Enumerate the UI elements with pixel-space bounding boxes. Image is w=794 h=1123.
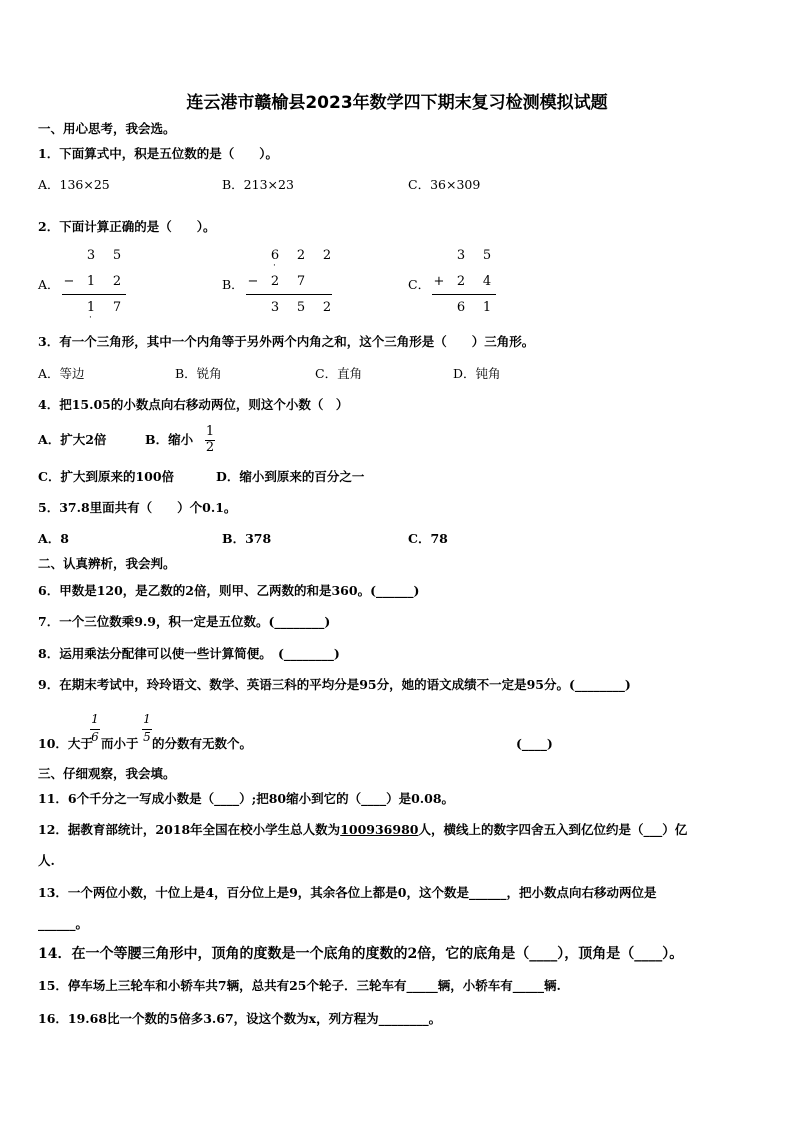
- q1-option-c: C．36×309: [408, 177, 481, 192]
- question-6: 6．甲数是120，是乙数的2倍，则甲、乙两数的和是360。(______): [38, 583, 420, 598]
- underlined-number: 100936980: [340, 822, 419, 837]
- question-14: 14．在一个等腰三角形中，顶角的度数是一个底角的度数的2倍，它的底角是（____），顶角是（____）。: [38, 946, 684, 962]
- digit: 5: [296, 300, 306, 315]
- q2-option-c-label: C．: [408, 277, 431, 292]
- digit: 3: [86, 248, 96, 263]
- question-13-line-1: 13．一个两位小数，十位上是4，百分位上是9，其余各位上都是0，这个数是______，把小数点向右移动两位是: [38, 885, 657, 900]
- q3-option-c: C．直角: [315, 366, 363, 381]
- fraction-one-half: [205, 424, 215, 456]
- q5-option-a: A．8: [38, 531, 69, 546]
- q3-option-b: B．锐角: [175, 366, 222, 381]
- q1-option-b: B．213×23: [222, 177, 294, 192]
- borrow-dot: ·: [273, 261, 276, 271]
- digit: 6: [270, 248, 280, 263]
- digit: 2: [270, 274, 280, 289]
- fraction-denominator: 6: [91, 730, 99, 744]
- q5-option-c: C．78: [408, 531, 448, 546]
- digit: 1: [482, 300, 492, 315]
- question-8: 8．运用乘法分配律可以使一些计算简便。 (________): [38, 646, 340, 661]
- digit: 2: [296, 248, 306, 263]
- fraction-numerator: 1: [91, 712, 99, 726]
- fraction-numerator: 1: [143, 712, 151, 726]
- operator: −: [63, 274, 75, 289]
- question-12: [38, 822, 687, 838]
- digit: 7: [112, 300, 122, 315]
- borrow-dot: ·: [89, 313, 92, 323]
- question-13-line-2: ______。: [38, 916, 89, 931]
- question-9: 9．在期末考试中，玲玲语文、数学、英语三科的平均分是95分，她的语文成绩不一定是95分。(________): [38, 677, 631, 692]
- digit: 1: [86, 300, 96, 315]
- q3-option-a: A．等边: [38, 366, 85, 381]
- fraction-denominator: 5: [143, 730, 151, 744]
- section-heading: 二、认真辨析，我会判。: [38, 556, 176, 571]
- question-16: 16．19.68比一个数的5倍多3.67，设这个数为x，列方程为________。: [38, 1011, 442, 1026]
- digit: 3: [270, 300, 280, 315]
- page-title: 连云港市赣榆县2023年数学四下期末复习检测模拟试题: [186, 93, 608, 113]
- fraction-denominator: 2: [205, 440, 215, 455]
- digit: 1: [86, 274, 96, 289]
- answer-blank[interactable]: (____): [516, 736, 553, 751]
- question-7: 7．一个三位数乘9.9，积一定是五位数。(________): [38, 614, 331, 629]
- q1-option-a: A．136×25: [38, 177, 110, 192]
- question-2-stem: 2．下面计算正确的是（ ）。: [38, 219, 216, 234]
- digit: 7: [296, 274, 306, 289]
- digit: 2: [112, 274, 122, 289]
- q5-option-b: B．378: [222, 531, 272, 546]
- digit: 6: [456, 300, 466, 315]
- question-3-stem: 3．有一个三角形，其中一个内角等于另外两个内角之和，这个三角形是（ ）三角形。: [38, 334, 535, 349]
- question-1-stem: 1．下面算式中，积是五位数的是（ ）。: [38, 146, 278, 161]
- q12-suffix: 人，横线上的数字四舍五入到亿位约是（___）亿: [418, 822, 688, 837]
- digit: 4: [482, 274, 492, 289]
- operator: −: [247, 274, 259, 289]
- question-11: 11．6个千分之一写成小数是（____）;把80缩小到它的（____）是0.08。: [38, 791, 455, 806]
- fraction-one-fifth: [142, 712, 152, 744]
- q12-prefix: 12．据教育部统计，2018年全国在校小学生总人数为: [38, 822, 341, 837]
- operator: +: [433, 274, 445, 289]
- q2-option-b-label: B．: [222, 277, 244, 292]
- q4-option-d: D．缩小到原来的百分之一: [216, 469, 365, 484]
- question-12-continued: 人.: [38, 853, 55, 868]
- result-line: [246, 294, 332, 295]
- result-line: [432, 294, 496, 295]
- q3-option-d: D．钝角: [453, 366, 501, 381]
- result-line: [62, 294, 126, 295]
- q2-vertical-calc-c: [430, 248, 500, 320]
- digit: 3: [456, 248, 466, 263]
- fraction-numerator: 1: [205, 424, 215, 439]
- q4-option-a: A．扩大2倍: [38, 432, 107, 447]
- q2-vertical-calc-a: [60, 248, 130, 323]
- q4-option-b: B．缩小: [145, 432, 194, 447]
- question-10-prefix: 10．大于: [38, 736, 93, 751]
- question-5-stem: 5．37.8里面共有（ ）个0.1。: [38, 500, 237, 515]
- q2-vertical-calc-b: [244, 248, 344, 320]
- digit: 2: [456, 274, 466, 289]
- fraction-one-sixth: [90, 712, 100, 744]
- section-heading: 三、仔细观察，我会填。: [38, 766, 176, 781]
- q2-option-a-label: A．: [38, 277, 60, 292]
- digit: 2: [322, 248, 332, 263]
- question-10-suffix: 的分数有无数个。: [152, 736, 253, 751]
- question-15: 15．停车场上三轮车和小轿车共7辆，总共有25个轮子．三轮车有_____辆，小轿车有_____辆.: [38, 978, 561, 993]
- digit: 5: [112, 248, 122, 263]
- digit: 2: [322, 300, 332, 315]
- section-heading: 一、用心思考，我会选。: [38, 121, 176, 136]
- q4-option-c: C．扩大到原来的100倍: [38, 469, 175, 484]
- digit: 5: [482, 248, 492, 263]
- question-10-mid: 而小于: [101, 736, 139, 751]
- question-4-stem: 4．把15.05的小数点向右移动两位，则这个小数（ ）: [38, 397, 349, 412]
